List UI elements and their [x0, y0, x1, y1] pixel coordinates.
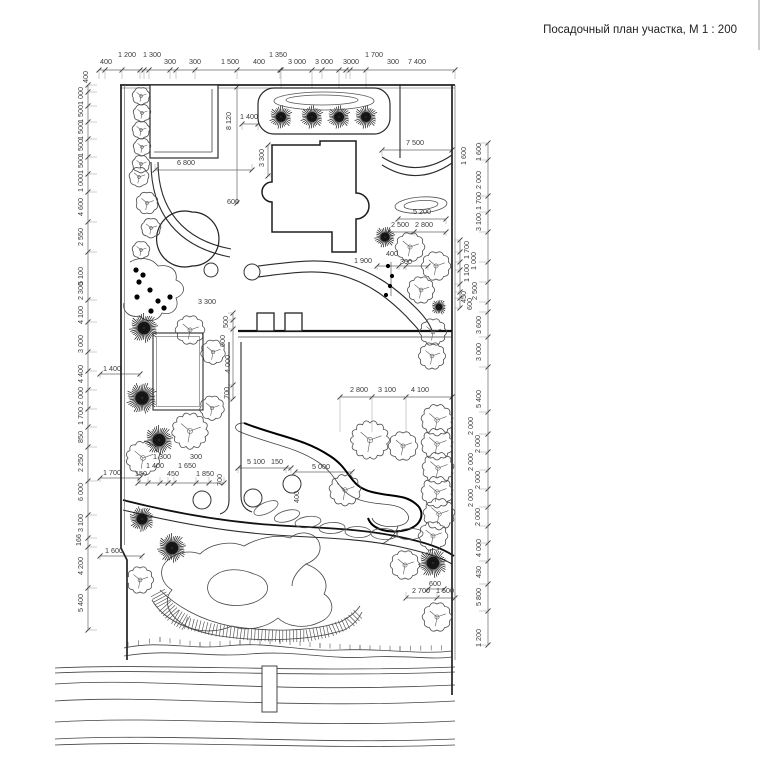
deciduous-tree-symbol	[132, 122, 150, 139]
dimension-label: 1 650	[178, 461, 196, 470]
dimension-label: 1 700	[474, 192, 483, 210]
dimension-label: 300	[189, 57, 201, 66]
dimension-label: 1 300	[143, 50, 161, 59]
dimension-label: 5 200	[413, 207, 431, 216]
deciduous-tree-symbol	[129, 168, 149, 187]
drawing-title: Посадочный план участка, М 1 : 200	[543, 24, 737, 36]
planting-dot	[386, 264, 390, 268]
path-tree-circle	[204, 263, 218, 277]
deciduous-tree-symbol	[421, 429, 453, 460]
dimension-label: 2 000	[474, 171, 483, 189]
dimension-label: 2 800	[415, 220, 433, 229]
dimension-label: 1 000	[469, 252, 478, 270]
stone-symbol	[147, 287, 152, 292]
dimension-label: 1 700	[103, 468, 121, 477]
dimension-label: 5 100	[247, 457, 265, 466]
pier	[262, 666, 277, 712]
dimension-label: 1 700	[462, 241, 471, 259]
dimension-label: 1 600	[105, 546, 123, 555]
dimension-label: 5 400	[474, 390, 483, 408]
stone-symbol	[155, 298, 160, 303]
dimension-label: 400	[253, 57, 265, 66]
deciduous-tree-symbol	[423, 499, 455, 530]
pergola-post	[257, 313, 274, 331]
dimension-label: 450	[459, 291, 468, 303]
house-footprint	[262, 141, 369, 252]
dimension-label: 3 600	[474, 316, 483, 334]
outbuilding-footprint	[150, 85, 218, 158]
dimension-label: 4 600	[76, 198, 85, 216]
conifer-tree-symbol	[144, 425, 173, 455]
path-edge	[382, 155, 452, 168]
dimension-label: 5 000	[312, 462, 330, 471]
conifer-tree-symbol	[432, 300, 445, 314]
stone-symbol	[133, 267, 138, 272]
deciduous-tree-symbol	[421, 405, 453, 436]
dimension-label: 4 100	[76, 306, 85, 324]
dimension-label: 2 300	[76, 282, 85, 300]
path-tree-circle	[244, 489, 262, 507]
dimension-label: 1 400	[103, 364, 121, 373]
dimension-label: 3 100	[76, 514, 85, 532]
pond-island	[208, 570, 268, 606]
dimension-label: 3 000	[315, 57, 333, 66]
dimension-label: 3 100	[474, 213, 483, 231]
dimension-label: 2 000	[76, 387, 85, 405]
dimension-label: 600	[227, 197, 239, 206]
shrub-ellipse	[273, 507, 301, 524]
dimension-labels	[74, 50, 483, 647]
deciduous-tree-symbol	[132, 242, 150, 259]
dimension-label: 5 400	[76, 594, 85, 612]
dimension-label: 450	[167, 469, 179, 478]
conifer-tree-symbol	[130, 506, 154, 531]
planting-dot	[390, 274, 394, 278]
dimension-label: 6 800	[177, 158, 195, 167]
dimension-label: 7 400	[408, 57, 426, 66]
dimension-label: 600	[429, 579, 441, 588]
dimension-label: 300	[164, 57, 176, 66]
dimension-label: 300	[190, 452, 202, 461]
dimension-label: 430	[474, 566, 483, 578]
dimension-label: 8 120	[224, 112, 233, 130]
dimension-label: 4 100	[411, 385, 429, 394]
dimension-label: 150	[135, 469, 147, 478]
structures	[150, 85, 452, 410]
shoreline	[124, 637, 452, 658]
planting-dot	[388, 284, 392, 288]
dimension-label: 2 000	[473, 508, 482, 526]
dimension-label: 4 400	[76, 365, 85, 383]
dimension-label: 2 250	[76, 454, 85, 472]
dimension-label: 1 300	[153, 452, 171, 461]
deciduous-tree-symbol	[133, 105, 151, 122]
stone-symbol	[136, 279, 141, 284]
dimension-label: 850	[76, 431, 85, 443]
dimension-label: 1 600	[474, 143, 483, 161]
dimension-label: 400	[386, 249, 398, 258]
dimension-label: 2 000	[466, 417, 475, 435]
dimension-label: 4 000	[223, 355, 232, 373]
conifer-tree-symbol	[374, 227, 395, 247]
deciduous-tree-symbol	[329, 475, 361, 506]
dimension-label: 1 400	[240, 112, 258, 121]
dimension-label: 3000	[343, 57, 359, 66]
path-tree-circle	[244, 264, 260, 280]
stream	[236, 423, 422, 544]
dimension-label: 400	[292, 491, 301, 503]
lawn-parterre	[153, 333, 203, 410]
dimension-label: 3 300	[198, 297, 216, 306]
deciduous-tree-symbol	[172, 413, 208, 449]
path-edge	[258, 272, 419, 331]
deciduous-tree-symbol	[407, 277, 434, 303]
dimension-label: 1 850	[196, 469, 214, 478]
path-tree-circle	[283, 475, 301, 493]
stone-symbol	[134, 294, 139, 299]
path-edge	[258, 261, 432, 331]
dimension-label: 400	[81, 71, 90, 83]
dimension-label: 4 000	[474, 539, 483, 557]
dimension-label: 1 900	[354, 256, 372, 265]
deciduous-tree-symbol	[421, 477, 453, 508]
deciduous-tree-symbol	[418, 343, 445, 369]
conifer-tree-symbol	[157, 533, 186, 563]
dimension-label: 2 500	[391, 220, 409, 229]
dimension-label: 2 800	[350, 385, 368, 394]
dimension-label: 1 500	[221, 57, 239, 66]
dimension-label: 1 500	[76, 105, 85, 123]
dimension-label: 700	[222, 387, 231, 399]
dimension-label: 300	[400, 257, 412, 266]
deciduous-tree-symbol	[133, 139, 151, 156]
dimension-label: 3 000	[76, 335, 85, 353]
dimension-label: 5 100	[76, 267, 85, 285]
deciduous-tree-symbol	[126, 567, 153, 593]
dimension-label: 6 000	[76, 483, 85, 501]
dimension-label: 400	[100, 57, 112, 66]
pond	[162, 533, 332, 631]
path-tree-circle	[193, 491, 211, 509]
stone-symbol	[167, 294, 172, 299]
dimension-label: 2 700	[412, 586, 430, 595]
steps-boardwalk	[151, 589, 362, 642]
dimension-label: 1 350	[269, 50, 287, 59]
dimension-label: 150	[271, 457, 283, 466]
dimension-label: 2 000	[473, 471, 482, 489]
dimension-label: 1 600	[459, 147, 468, 165]
dimension-label: 1 500	[76, 139, 85, 157]
dimension-label: 1 400	[146, 461, 164, 470]
river-band	[55, 666, 455, 746]
dimension-label: 5 800	[474, 588, 483, 606]
rock-garden-bed	[124, 259, 184, 321]
dimension-label: 2 550	[76, 228, 85, 246]
dimension-label: 7 500	[406, 138, 424, 147]
path-edge	[241, 342, 252, 512]
dimension-label: 3 000	[474, 343, 483, 361]
dimension-label: 1 700	[365, 50, 383, 59]
dimension-label: 300	[387, 57, 399, 66]
path-edge	[382, 163, 452, 176]
dimension-label: 1 000	[76, 87, 85, 105]
dimension-label: 2 500	[470, 282, 479, 300]
deciduous-tree-symbol	[388, 432, 418, 460]
dimension-label: 3 100	[378, 385, 396, 394]
dimension-label: 166	[74, 534, 83, 546]
dimension-label: 3 000	[288, 57, 306, 66]
conifer-tree-symbol	[127, 383, 157, 413]
dimension-label: 500	[221, 316, 230, 328]
deciduous-tree-symbol	[422, 603, 452, 631]
deciduous-tree-symbol	[351, 421, 390, 459]
path-edge	[158, 162, 231, 249]
deciduous-tree-symbol	[132, 156, 150, 173]
dimension-label: 1 000	[76, 174, 85, 192]
dimension-label: 1 200	[118, 50, 136, 59]
deciduous-tree-symbol	[136, 192, 157, 213]
deciduous-tree-symbol	[132, 88, 150, 105]
stone-symbol	[140, 272, 145, 277]
dimension-label: 2 000	[473, 435, 482, 453]
dimension-label: 1 100	[462, 264, 471, 282]
dimension-label: 1 500	[76, 122, 85, 140]
dimension-label: 700	[215, 474, 224, 486]
dimension-label: 1 500	[76, 156, 85, 174]
dimension-label: 2 000	[466, 489, 475, 507]
dimension-label: 600	[218, 335, 227, 347]
dimension-label: 1 200	[474, 629, 483, 647]
dimension-label: 600	[465, 298, 474, 310]
dimension-label: 4 200	[76, 557, 85, 575]
stone-symbol	[148, 308, 153, 313]
dimension-label: 1 500	[436, 586, 454, 595]
planting-dot	[384, 293, 388, 297]
dimension-label: 2 000	[466, 453, 475, 471]
dimension-label: 1 700	[76, 407, 85, 425]
deciduous-tree-symbol	[390, 551, 420, 579]
deciduous-tree-symbol	[422, 453, 454, 484]
pergola-post	[285, 313, 302, 331]
stone-symbol	[161, 305, 166, 310]
dimension-label: 3 300	[257, 149, 266, 167]
